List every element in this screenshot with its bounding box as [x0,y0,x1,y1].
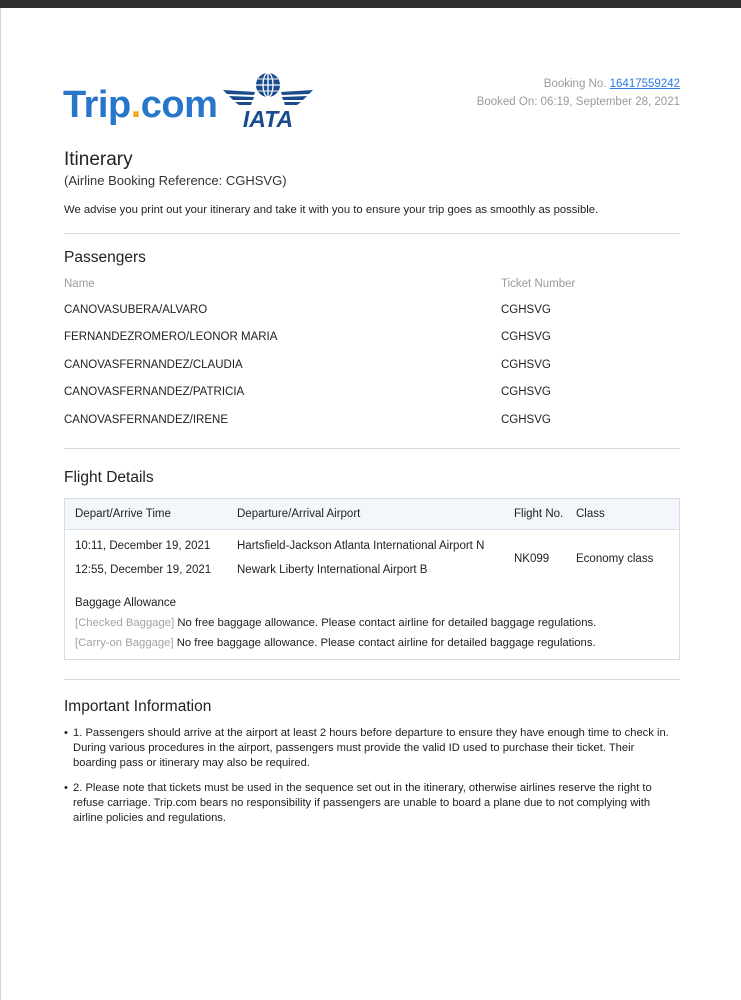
passenger-row [64,414,680,434]
ticket-number: CGHSVG [501,304,551,316]
divider [64,679,680,680]
divider [64,233,680,234]
ticket-number: CGHSVG [501,414,551,426]
trip-logo-prefix: Trip [63,84,131,126]
bullet: • [64,727,68,739]
booked-on: Booked On: 06:19, September 28, 2021 [476,96,680,108]
list-item [64,726,680,771]
arrive-time: 12:55, December 19, 2021 [75,564,212,576]
flight-number: NK099 [514,553,550,565]
col-departure-arrival-airport: Departure/Arrival Airport [237,508,361,520]
checked-baggage-tag: [Checked Baggage] [75,617,175,629]
passenger-name-header: Name [64,278,95,290]
iata-logo-text: IATA [242,106,294,130]
ticket-number-header: Ticket Number [501,278,576,290]
iata-logo [221,70,315,130]
passenger-name: CANOVASFERNANDEZ/CLAUDIA [64,359,243,371]
checked-baggage-text: No free baggage allowance. Please contact airline for detailed baggage regulations. [174,617,597,629]
divider [64,448,680,449]
flight-table-header [65,499,679,530]
passenger-row [64,331,680,351]
passenger-row [64,359,680,379]
col-flight-no: Flight No. [514,508,564,520]
trip-logo-dot: . [130,84,141,126]
flight-details-table [64,498,680,660]
depart-time: 10:11, December 19, 2021 [75,540,211,552]
booking-number-label: Booking No. [543,78,607,90]
page-left-edge [0,8,1,1000]
itinerary-title: Itinerary [64,149,133,170]
trip-com-logo [63,84,217,127]
booking-number-line [477,75,680,93]
arrival-airport: Newark Liberty International Airport B [237,564,428,576]
important-information-title: Important Information [64,698,212,715]
airline-booking-reference: (Airline Booking Reference: CGHSVG) [64,173,287,188]
baggage-allowance-title: Baggage Allowance [75,597,177,609]
passenger-name: CANOVASUBERA/ALVARO [64,304,208,316]
important-information-list [64,726,680,836]
info-text: 1. Passengers should arrive at the airport at least 2 hours before departure to ensure they have enough time to check in. During various procedures in the airport, passengers must provide the valid ID used to purchase their ticket. Their boarding pass or itinerary may also be required. [73,727,669,769]
cabin-class: Economy class [576,553,654,565]
ticket-number: CGHSVG [501,386,551,398]
list-item [64,781,680,826]
info-text: 2. Please note that tickets must be used in the sequence set out in the itinerary, otherwise airlines reserve the right to refuse carriage. Trip.com bears no responsibility if passengers are unable to board a plane due to not complying with airline policies and regulations. [73,782,652,824]
carry-on-baggage-tag: [Carry-on Baggage] [75,637,174,649]
passenger-name: CANOVASFERNANDEZ/PATRICIA [64,386,245,398]
passenger-name: CANOVASFERNANDEZ/IRENE [64,414,229,426]
col-class: Class [576,508,605,520]
ticket-number: CGHSVG [501,331,551,343]
booking-info [477,75,680,111]
checked-baggage-line [75,617,596,629]
carry-on-baggage-line [75,637,596,649]
passenger-name: FERNANDEZROMERO/LEONOR MARIA [64,331,278,343]
col-depart-arrive-time: Depart/Arrive Time [75,508,171,520]
departure-airport: Hartsfield-Jackson Atlanta International Airport N [237,540,485,552]
passengers-title: Passengers [64,249,146,266]
trip-logo-suffix: com [140,84,218,126]
booking-number-link[interactable]: 16417559242 [609,78,680,90]
flight-details-title: Flight Details [64,469,154,486]
bullet: • [64,782,68,794]
viewer-top-bar [0,0,741,8]
print-advice: We advise you print out your itinerary and take it with you to ensure your trip goes as smoothly as possible. [64,204,599,216]
passenger-row [64,304,680,324]
passenger-row [64,386,680,406]
ticket-number: CGHSVG [501,359,551,371]
carry-on-baggage-text: No free baggage allowance. Please contact airline for detailed baggage regulations. [173,637,596,649]
